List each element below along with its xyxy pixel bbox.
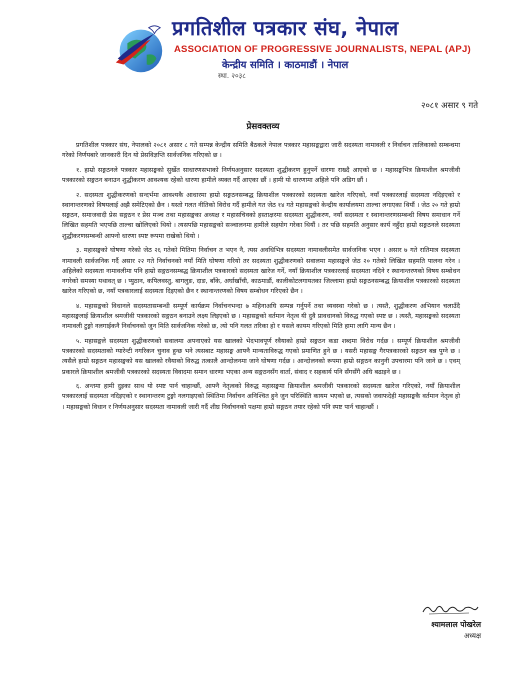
paragraph-2: २. सदस्यता शुद्धीकरणको सन्दर्भमा आवश्यकै आधारमा हाम्रो सङ्गठनसम्बद्ध क्रियाशील पत्रकारको सदस्यता खारेज गरिएको, नयाँ पत्रकारलाई सदस्यता नदिइएको र स्थानान्तरणको विषयलाई अझै समेटिएको छैन । यस्तो गलत नीतिको विरोध गर्दै हामीले गत जेठ १४ गते महासङ्घको केन्द्रीय कार्यालयमा ताल्चा लगाएका थियौं । जेठ २० गते हाम्रो सङ्गठन, समाजवादी प्रेस सङ्गठन र प्रेस मञ्च तथा महासङ्घका अध्यक्ष र महासचिवको हस्ताक्षरमा सदस्यता शुद्धीकरण, नयाँ सदस्यता र स्थानान्तरणसम्बन्धी विषय समाधान गर्ने लिखित सहमति भएपछि ताल्चा खोलिएको थियो । त्यसपछि महासङ्घको सञ्चालनमा हामीले सहयोग गरेका थियौं । तर पछि सहमति अनुसार कार्य नहुँदा हाम्रो सङ्गठनले सदस्यता शुद्धीकरणसम्बन्धी आफ्नो धारणा स्पष्ट रूपमा राखेको थियो । (62, 191, 460, 240)
document-body (62, 141, 460, 417)
organization-subtitle: केन्द्रीय समिति । काठमाडौं । नेपाल (222, 60, 349, 71)
organization-name-english: ASSOCIATION OF PROGRESSIVE JOURNALISTS, NEPAL (APJ) (174, 44, 471, 55)
paragraph-3: ३. महासङ्घको घोषणा गरेको जेठ २६ गतेको मितिमा निर्वाचन त भएन नै, त्यस अवधिभित्र सदस्यता नामावलीसमेत सार्वजनिक भएन । असार ७ गते रातिमात्र सदस्यता नामावली सार्वजनिक गर्दै असार २२ गते निर्वाचनको नयाँ मिति घोषणा गरियो तर सदस्यता शुद्धीकरणको सवालमा महासङ्घले जेठ २० गतेको लिखित सहमति पालना गरेन । अहिलेको सदस्यता नामावलीमा पनि हाम्रो सङ्गठनसम्बद्ध क्रियाशील पत्रकारको सदस्यता खारेज गर्ने, नयाँ क्रियाशील पत्रकारलाई सदस्यता नदिने र स्थानान्तरणको विषय सम्बोधन नगरेको समस्या यथावत् छ । प्युठान, कपिलवस्तु, बागलुङ, दाङ, बाँके, अर्घाखाँची, काठमाडौं, कालीकोटलगायतका जिल्लामा हाम्रो सङ्गठनसम्बद्ध क्रियाशील पत्रकारको सदस्यता खारेज गरिएको छ, नयाँ पत्रकारलाई सदस्यता दिइएको छैन र स्थानान्तरणको विषय सम्बोधन गरिएको छैन । (62, 247, 460, 296)
signatory-name: श्यामलाल पोखरेल (431, 620, 481, 629)
paragraph-5: ५. महासङ्घले सदस्यता शुद्धीकरणको सवालमा अपनाएको यस खालको भेदभावपूर्ण रवैयाको हाम्रो सङ्गठन कडा शब्दमा विरोध गर्दछ । सम्पूर्ण क्रियाशील श्रमजीवी पत्रकारको सदस्यताको ग्यारेन्टी नगरिकन चुनाव हुन्छ भने त्यसबाट महासङ्घ आफ्नै मान्यताविरुद्ध गएको प्रमाणित हुने छ । यसरी महासङ्घ गैरपत्रकारको सङ्गठन बन्न पुग्ने छ । त्यसैले हाम्रो सङ्गठन महासङ्घको यस खालको रवैयाको विरुद्ध तत्कालै आन्दोलनमा जाने घोषणा गर्दछ । आन्दोलनको रूपमा हाम्रो सङ्गठन कानुनी उपचारमा पनि जाने छ । एवम् प्रकारले क्रियाशील श्रमजीवी पत्रकारको सदस्यता विवादमा समान धारणा भएका अन्य सङ्गठनसँग वार्ता, संवाद र सहकार्य पनि सँगसँगै अघि बढाइने छ । (62, 337, 460, 376)
establishment-year: स्था. २०३८ (218, 72, 246, 80)
paragraph-1: १. हाम्रो सङ्गठनले पत्रकार महासङ्घको सुर्खेत साधारणसभाको निर्णयअनुसार सदस्यता शुद्धीकरण हुनुपर्ने धारणा राख्दै आएको छ । महासङ्घभित्र क्रियाशील श्रमजीवी पत्रकारको सङ्गठन बनाउन शुद्धीकरण आवश्यक रहेको धारणा हामीले व्यक्त गर्दै आएका छौं । हामी यो धारणामा अहिले पनि अडिग छौं । (62, 166, 460, 185)
signatory-title: अध्यक्ष (463, 632, 481, 640)
paragraph-6: ६. अन्तमा हामी दुइका साथ यो स्पष्ट पार्न चाहान्छौं, आफ्नै नेतृत्वको विरुद्ध महासङ्घमा क्रियाशील श्रमजीवी पत्रकारको सदस्यता खारेज गरिएको, नयाँ क्रियाशील पत्रकारलाई सदस्यता नदिइएको र स्थानान्तरण टुङ्गो नलगाइएको स्थितिमा निर्वाचन अनिश्चित हुने जुन परिस्थिति कायम भएको छ, त्यसको जवाफदेही महासङ्घकै वर्तमान नेतृत्व हो । महासङ्घको विधान र निर्णयअनुसार सदस्यता नामावली जारी गर्दै शीघ्र निर्वाचनको पक्षमा हाम्रो सङ्गठन तयार रहेको पनि स्पष्ट पार्न चाहान्छौं । (62, 383, 460, 411)
letterhead (0, 0, 526, 92)
paragraph-intro: प्रगतिशील पत्रकार संघ, नेपालको २०८१ असार ८ गते सम्पन्न केन्द्रीय समिति बैठकले नेपाल पत्रकार महासङ्घद्वारा जारी सदस्यता नामावली र निर्वाचन तालिकाको सम्बन्धमा गरेको निर्णयबारे जानकारी दिन यो प्रेसविज्ञप्ति सार्वजनिक गरिएको छ । (62, 142, 460, 160)
document-date: २०८१ असार ९ गते (421, 100, 478, 110)
organization-name-nepali: प्रगतिशील पत्रकार संघ, नेपाल (172, 16, 399, 40)
paragraph-4: ४. महासङ्घको विधानले सदस्यतासम्बन्धी सम्पूर्ण कार्यक्रम निर्वाचनभन्दा ७ महिनाअघि सम्पन्न गर्नुपर्ने तथा व्यवस्था गरेको छ । त्यस्तै, शुद्धीकरण अभियान चलाउँदै महासङ्घलाई क्रियाशील श्रमजीवी पत्रकारको सङ्गठन बनाउने लक्ष्य लिइएको छ । महासङ्घको वर्तमान नेतृत्व यी दुवै प्रावधानको विरुद्ध गएको स्पष्ट छ । त्यस्तै, महासङ्घको सदस्यता नामावली टुङ्गो नलगाईकनै निर्वाचनको जुन मिति सार्वजनिक गरेको छ, त्यो पनि गलत तरिका हो र यसले कायम गरिएको मिति हामा लागि मान्य छैन । (62, 302, 460, 331)
signature-block (381, 600, 481, 641)
globe-dove-logo-icon (110, 20, 168, 78)
handwritten-signature-icon (419, 600, 481, 618)
document-heading: प्रेसवक्तव्य (246, 122, 280, 132)
